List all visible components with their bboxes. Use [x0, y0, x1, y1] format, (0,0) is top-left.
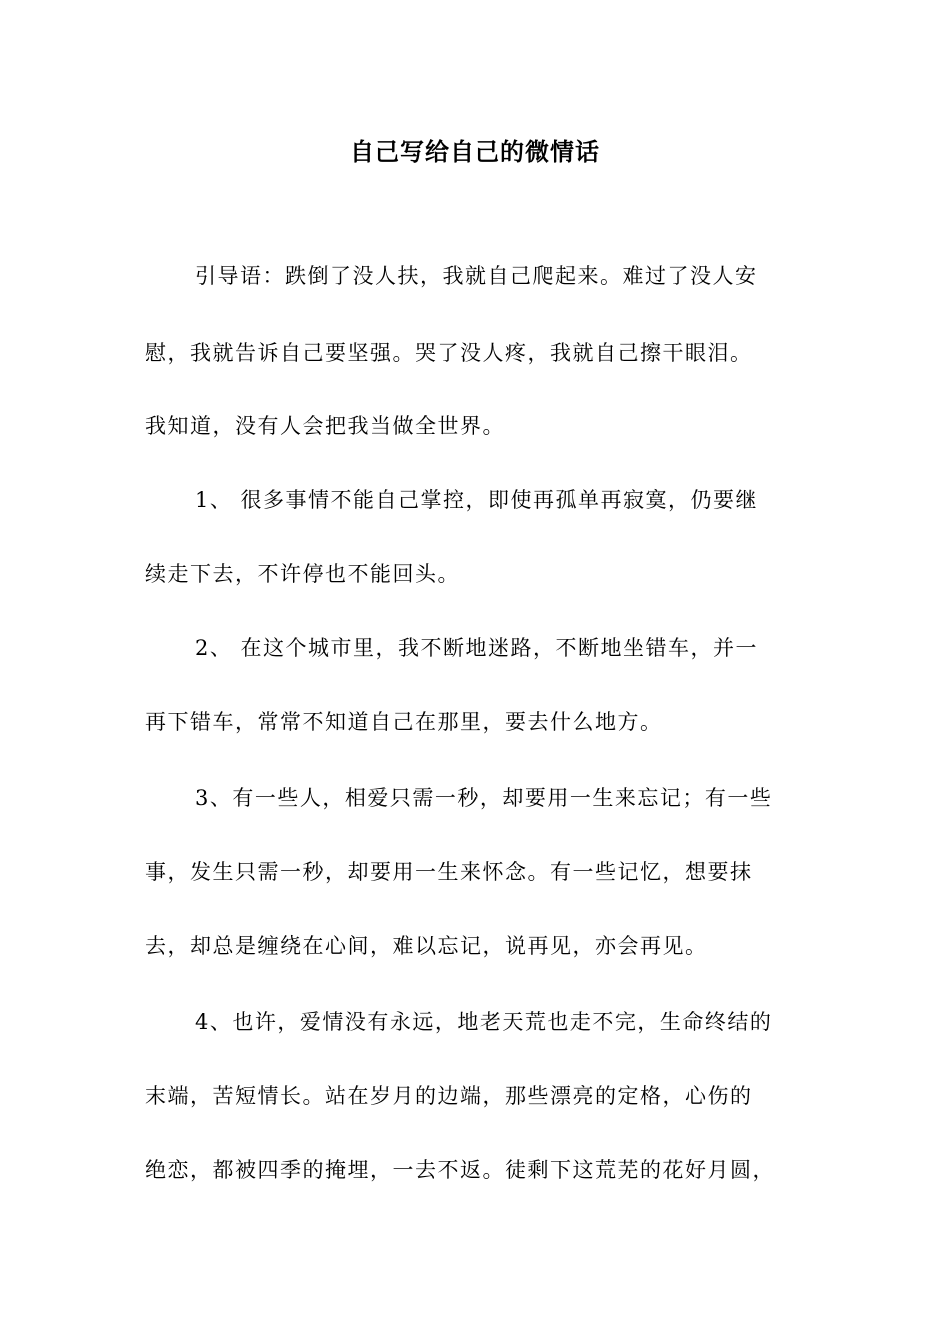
text-line: 我知道，没有人会把我当做全世界。	[145, 414, 505, 438]
text-line: 绝恋，都被四季的掩埋，一去不返。徒剩下这荒芜的花好月圆，	[145, 1158, 775, 1182]
text-line: 事，发生只需一秒，却要用一生来怀念。有一些记忆，想要抹	[145, 860, 753, 884]
text-line: 慰，我就告诉自己要坚强。哭了没人疼，我就自己擦干眼泪。	[145, 341, 753, 365]
text-line: 续走下去，不许停也不能回头。	[145, 562, 460, 586]
text-line: 再下错车，常常不知道自己在那里，要去什么地方。	[145, 710, 663, 734]
text-line: 3、有一些人，相爱只需一秒，却要用一生来忘记；有一些	[195, 786, 773, 810]
text-line: 末端，苦短情长。站在岁月的边端，那些漂亮的定格，心伤的	[145, 1084, 753, 1108]
text-line: 去，却总是缠绕在心间，难以忘记，说再见，亦会再见。	[145, 934, 708, 958]
text-line: 1、 很多事情不能自己掌控，即使再孤单再寂寞，仍要继	[195, 488, 759, 512]
text-line: 引导语：跌倒了没人扶，我就自己爬起来。难过了没人安	[195, 264, 758, 288]
text-line: 2、 在这个城市里，我不断地迷路，不断地坐错车，并一	[195, 636, 759, 660]
text-line: 4、也许，爱情没有永远，地老天荒也走不完，生命终结的	[195, 1010, 773, 1034]
document-title: 自己写给自己的微情话	[350, 138, 600, 166]
